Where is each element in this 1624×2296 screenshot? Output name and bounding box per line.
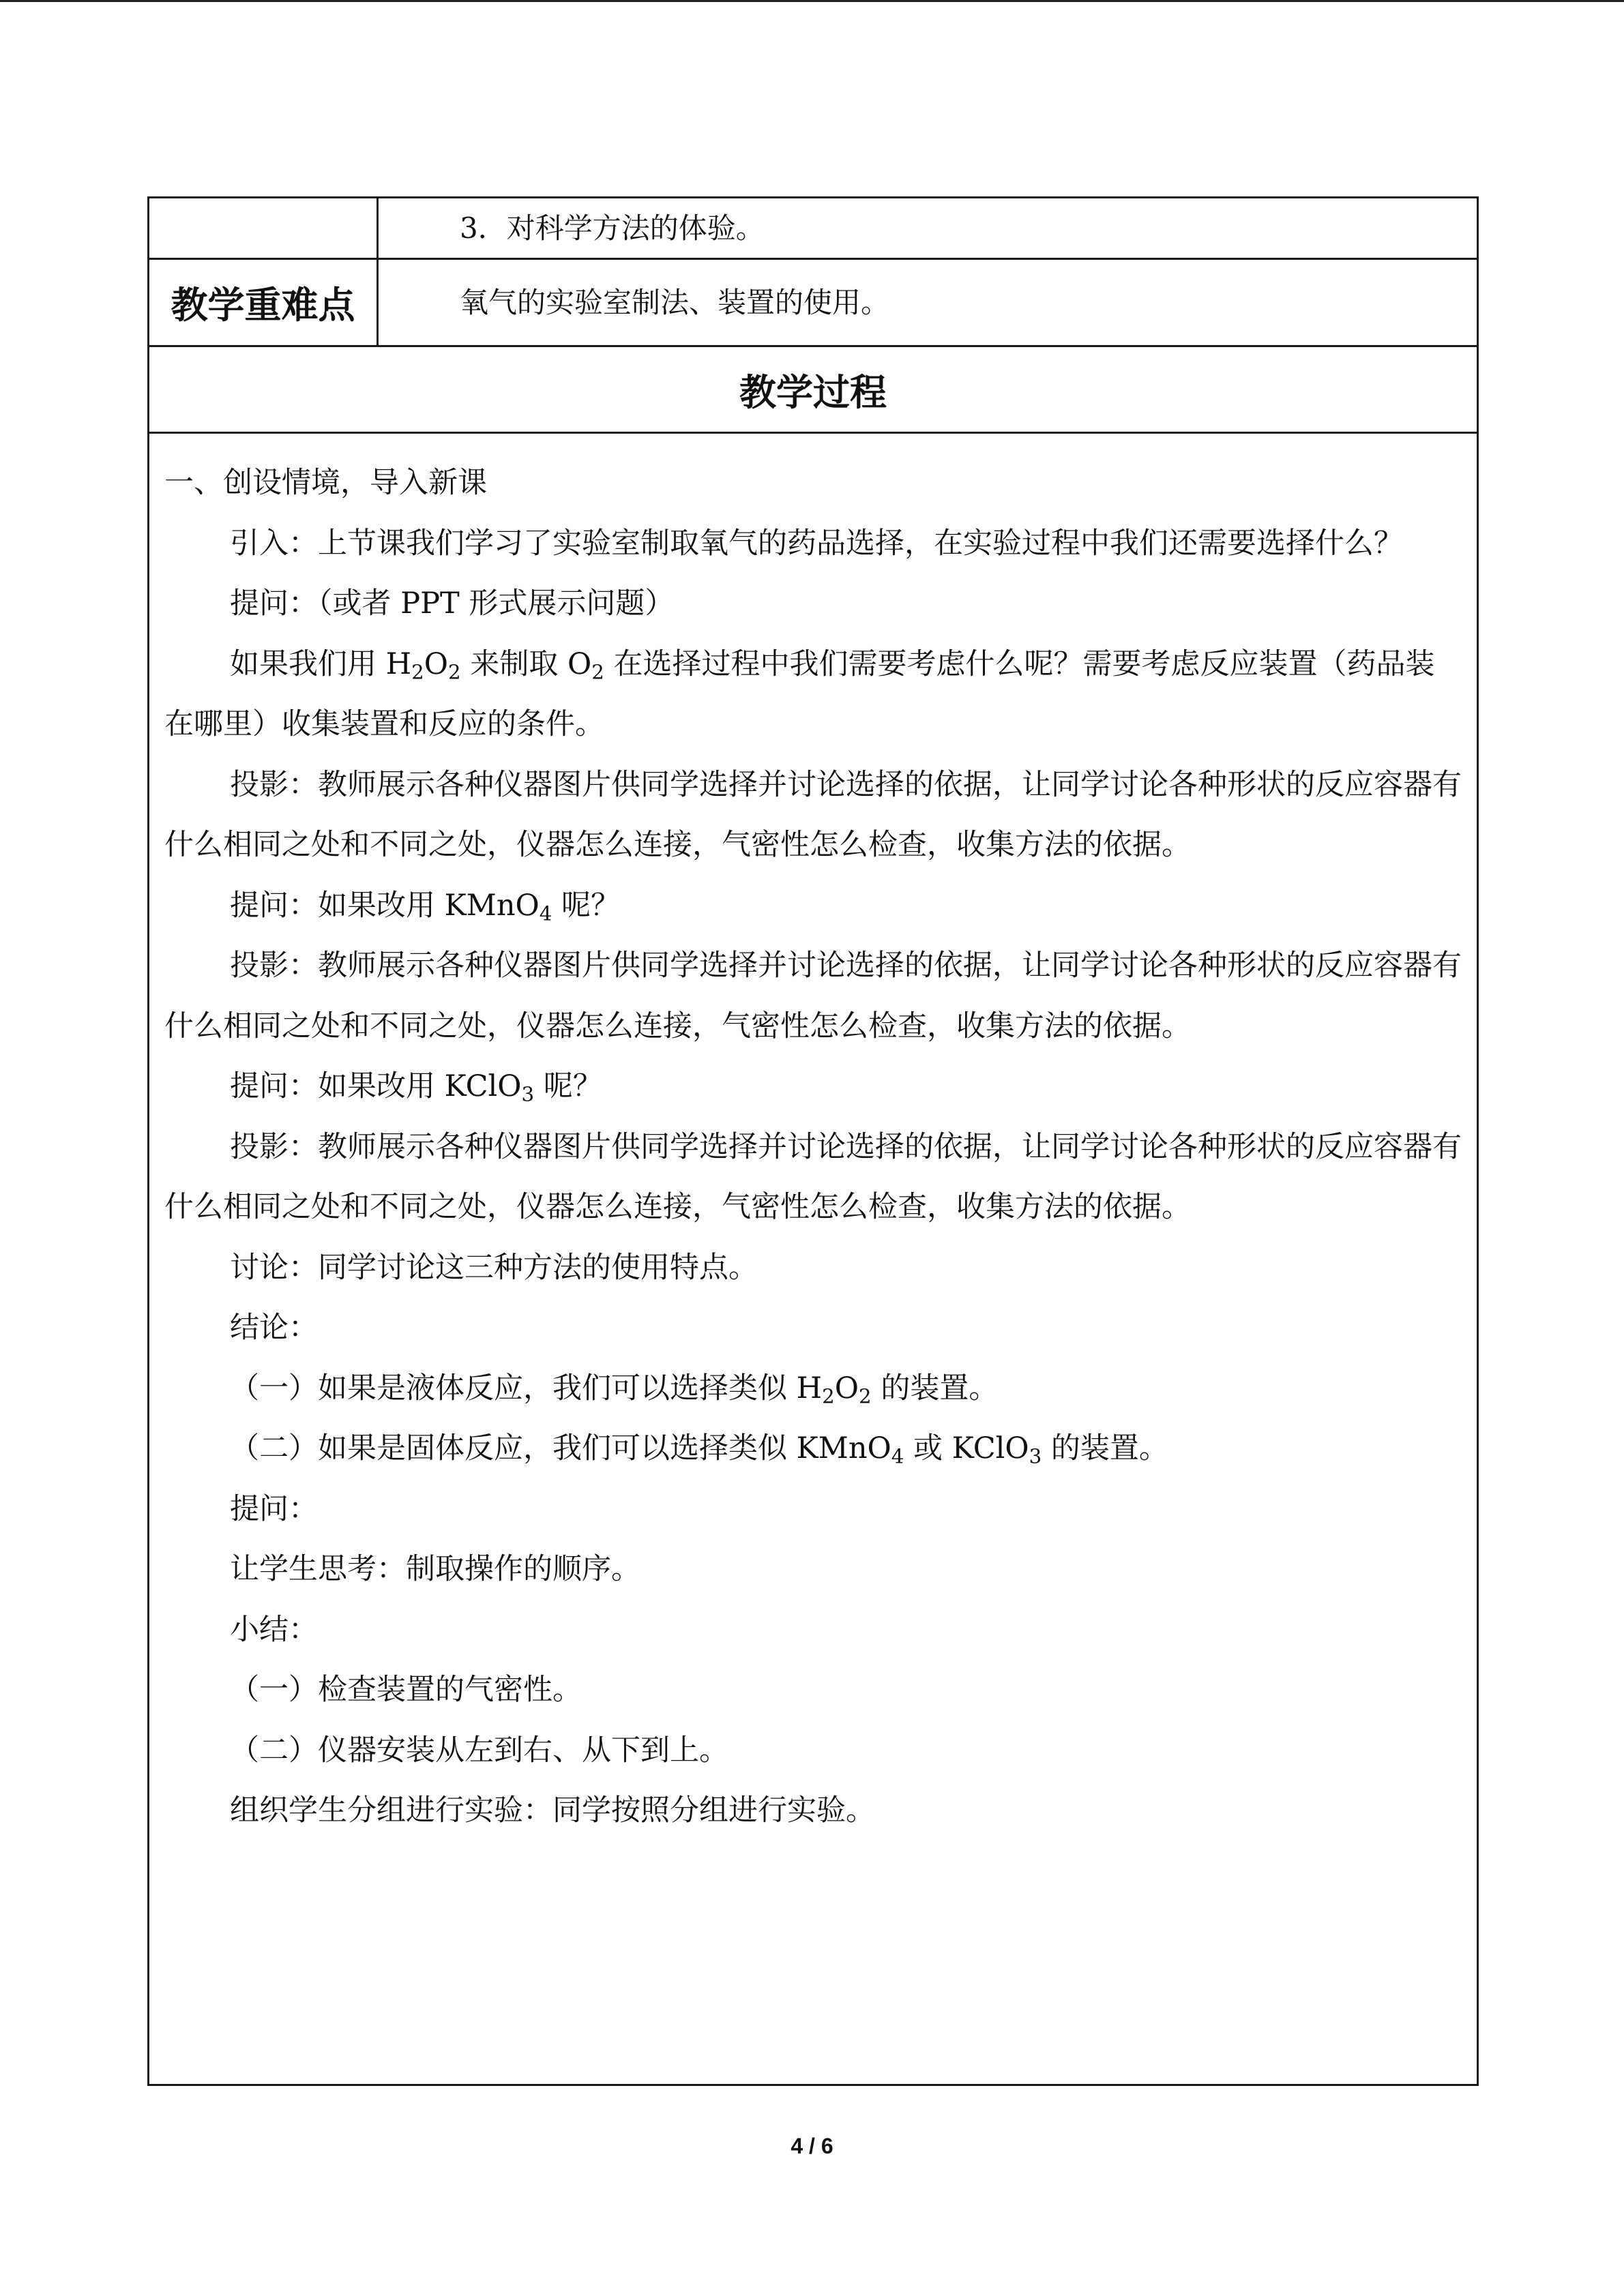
kmno4-question bbox=[164, 876, 1463, 936]
conclusion-2-sub-1: 4 bbox=[891, 1444, 904, 1468]
conclusion-2-a: （二）如果是固体反应，我们可以选择类似 KMnO bbox=[230, 1431, 891, 1465]
h2o2-sub-3: 2 bbox=[591, 659, 604, 683]
table-row-process-body bbox=[149, 433, 1478, 2085]
h2o2-text-d: 在选择过程中我们需要考虑什么呢？需要考虑反应装置（药品装在哪里）收集装置和反应的条件。 bbox=[164, 646, 1435, 741]
table-row-process-heading bbox=[149, 346, 1478, 433]
conclusion-2 bbox=[164, 1418, 1463, 1479]
table-row-objective bbox=[149, 198, 1478, 259]
discussion: 讨论：同学讨论这三种方法的使用特点。 bbox=[230, 1250, 758, 1285]
process-heading: 教学过程 bbox=[149, 346, 1478, 433]
page-number: 4 / 6 bbox=[791, 2134, 833, 2158]
conclusion-2-b: 或 KClO bbox=[904, 1431, 1029, 1465]
organize-paragraph: 组织学生分组进行实验：同学按照分组进行实验。 bbox=[230, 1793, 875, 1828]
table-row-key-points bbox=[149, 259, 1478, 346]
projection-2: 投影：教师展示各种仪器图片供同学选择并讨论选择的依据，让同学讨论各种形状的反应容器有什么相同之处和不同之处，仪器怎么连接，气密性怎么检查，收集方法的依据。 bbox=[164, 949, 1462, 1043]
projection-1: 投影：教师展示各种仪器图片供同学选择并讨论选择的依据，让同学讨论各种形状的反应容器有什么相同之处和不同之处，仪器怎么连接，气密性怎么检查，收集方法的依据。 bbox=[164, 767, 1462, 862]
conclusion-1 bbox=[164, 1358, 1463, 1419]
conclusion-1-a: （一）如果是液体反应，我们可以选择类似 H bbox=[230, 1371, 823, 1405]
process-body bbox=[149, 433, 1478, 2085]
kclo3-question-a: 提问：如果改用 KClO bbox=[230, 1069, 522, 1103]
projection-3: 投影：教师展示各种仪器图片供同学选择并讨论选择的依据，让同学讨论各种形状的反应容器有什么相同之处和不同之处，仪器怎么连接，气密性怎么检查，收集方法的依据。 bbox=[164, 1129, 1462, 1224]
kclo3-question-b: 呢？ bbox=[534, 1069, 602, 1103]
conclusion-1-b: O bbox=[834, 1371, 859, 1405]
conclusion-2-sub-2: 3 bbox=[1029, 1444, 1042, 1468]
conclusion-1-sub-1: 2 bbox=[822, 1384, 835, 1407]
summary-1: （一）检查装置的气密性。 bbox=[230, 1673, 582, 1707]
summary-label: 小结： bbox=[230, 1612, 318, 1647]
key-points-text: 氧气的实验室制法、装置的使用。 bbox=[378, 259, 1478, 346]
page-top-border bbox=[0, 0, 1624, 2]
h2o2-text-b: O bbox=[424, 646, 449, 681]
key-points-label: 教学重难点 bbox=[149, 259, 378, 346]
intro-paragraph: 引入：上节课我们学习了实验室制取氧气的药品选择，在实验过程中我们还需要选择什么？ bbox=[230, 526, 1403, 561]
conclusion-1-c: 的装置。 bbox=[871, 1371, 999, 1405]
kclo3-question-sub: 3 bbox=[521, 1082, 535, 1106]
label-cell-empty bbox=[149, 198, 378, 259]
kclo3-question bbox=[164, 1056, 1463, 1117]
summary-2: （二）仪器安装从左到右、从下到上。 bbox=[230, 1733, 728, 1768]
kmno4-question-sub: 4 bbox=[539, 901, 552, 925]
question-1: 提问：（或者 PPT 形式展示问题） bbox=[230, 586, 675, 621]
conclusion-label: 结论： bbox=[230, 1311, 318, 1345]
conclusion-1-sub-2: 2 bbox=[859, 1384, 872, 1407]
objective-text: 3．对科学方法的体验。 bbox=[378, 198, 1478, 259]
h2o2-text-c: 来制取 O bbox=[460, 646, 592, 681]
question-label: 提问： bbox=[230, 1491, 318, 1526]
lesson-plan-table bbox=[147, 196, 1479, 2086]
h2o2-text-a: 如果我们用 H bbox=[230, 646, 412, 681]
h2o2-sub-1: 2 bbox=[411, 659, 424, 683]
think-paragraph: 让学生思考：制取操作的顺序。 bbox=[230, 1552, 640, 1586]
h2o2-paragraph bbox=[164, 634, 1463, 755]
section-title: 一、创设情境，导入新课 bbox=[164, 466, 487, 500]
kmno4-question-b: 呢？ bbox=[552, 888, 621, 923]
h2o2-sub-2: 2 bbox=[448, 659, 461, 683]
conclusion-2-c: 的装置。 bbox=[1042, 1431, 1168, 1465]
kmno4-question-a: 提问：如果改用 KMnO bbox=[230, 888, 540, 923]
